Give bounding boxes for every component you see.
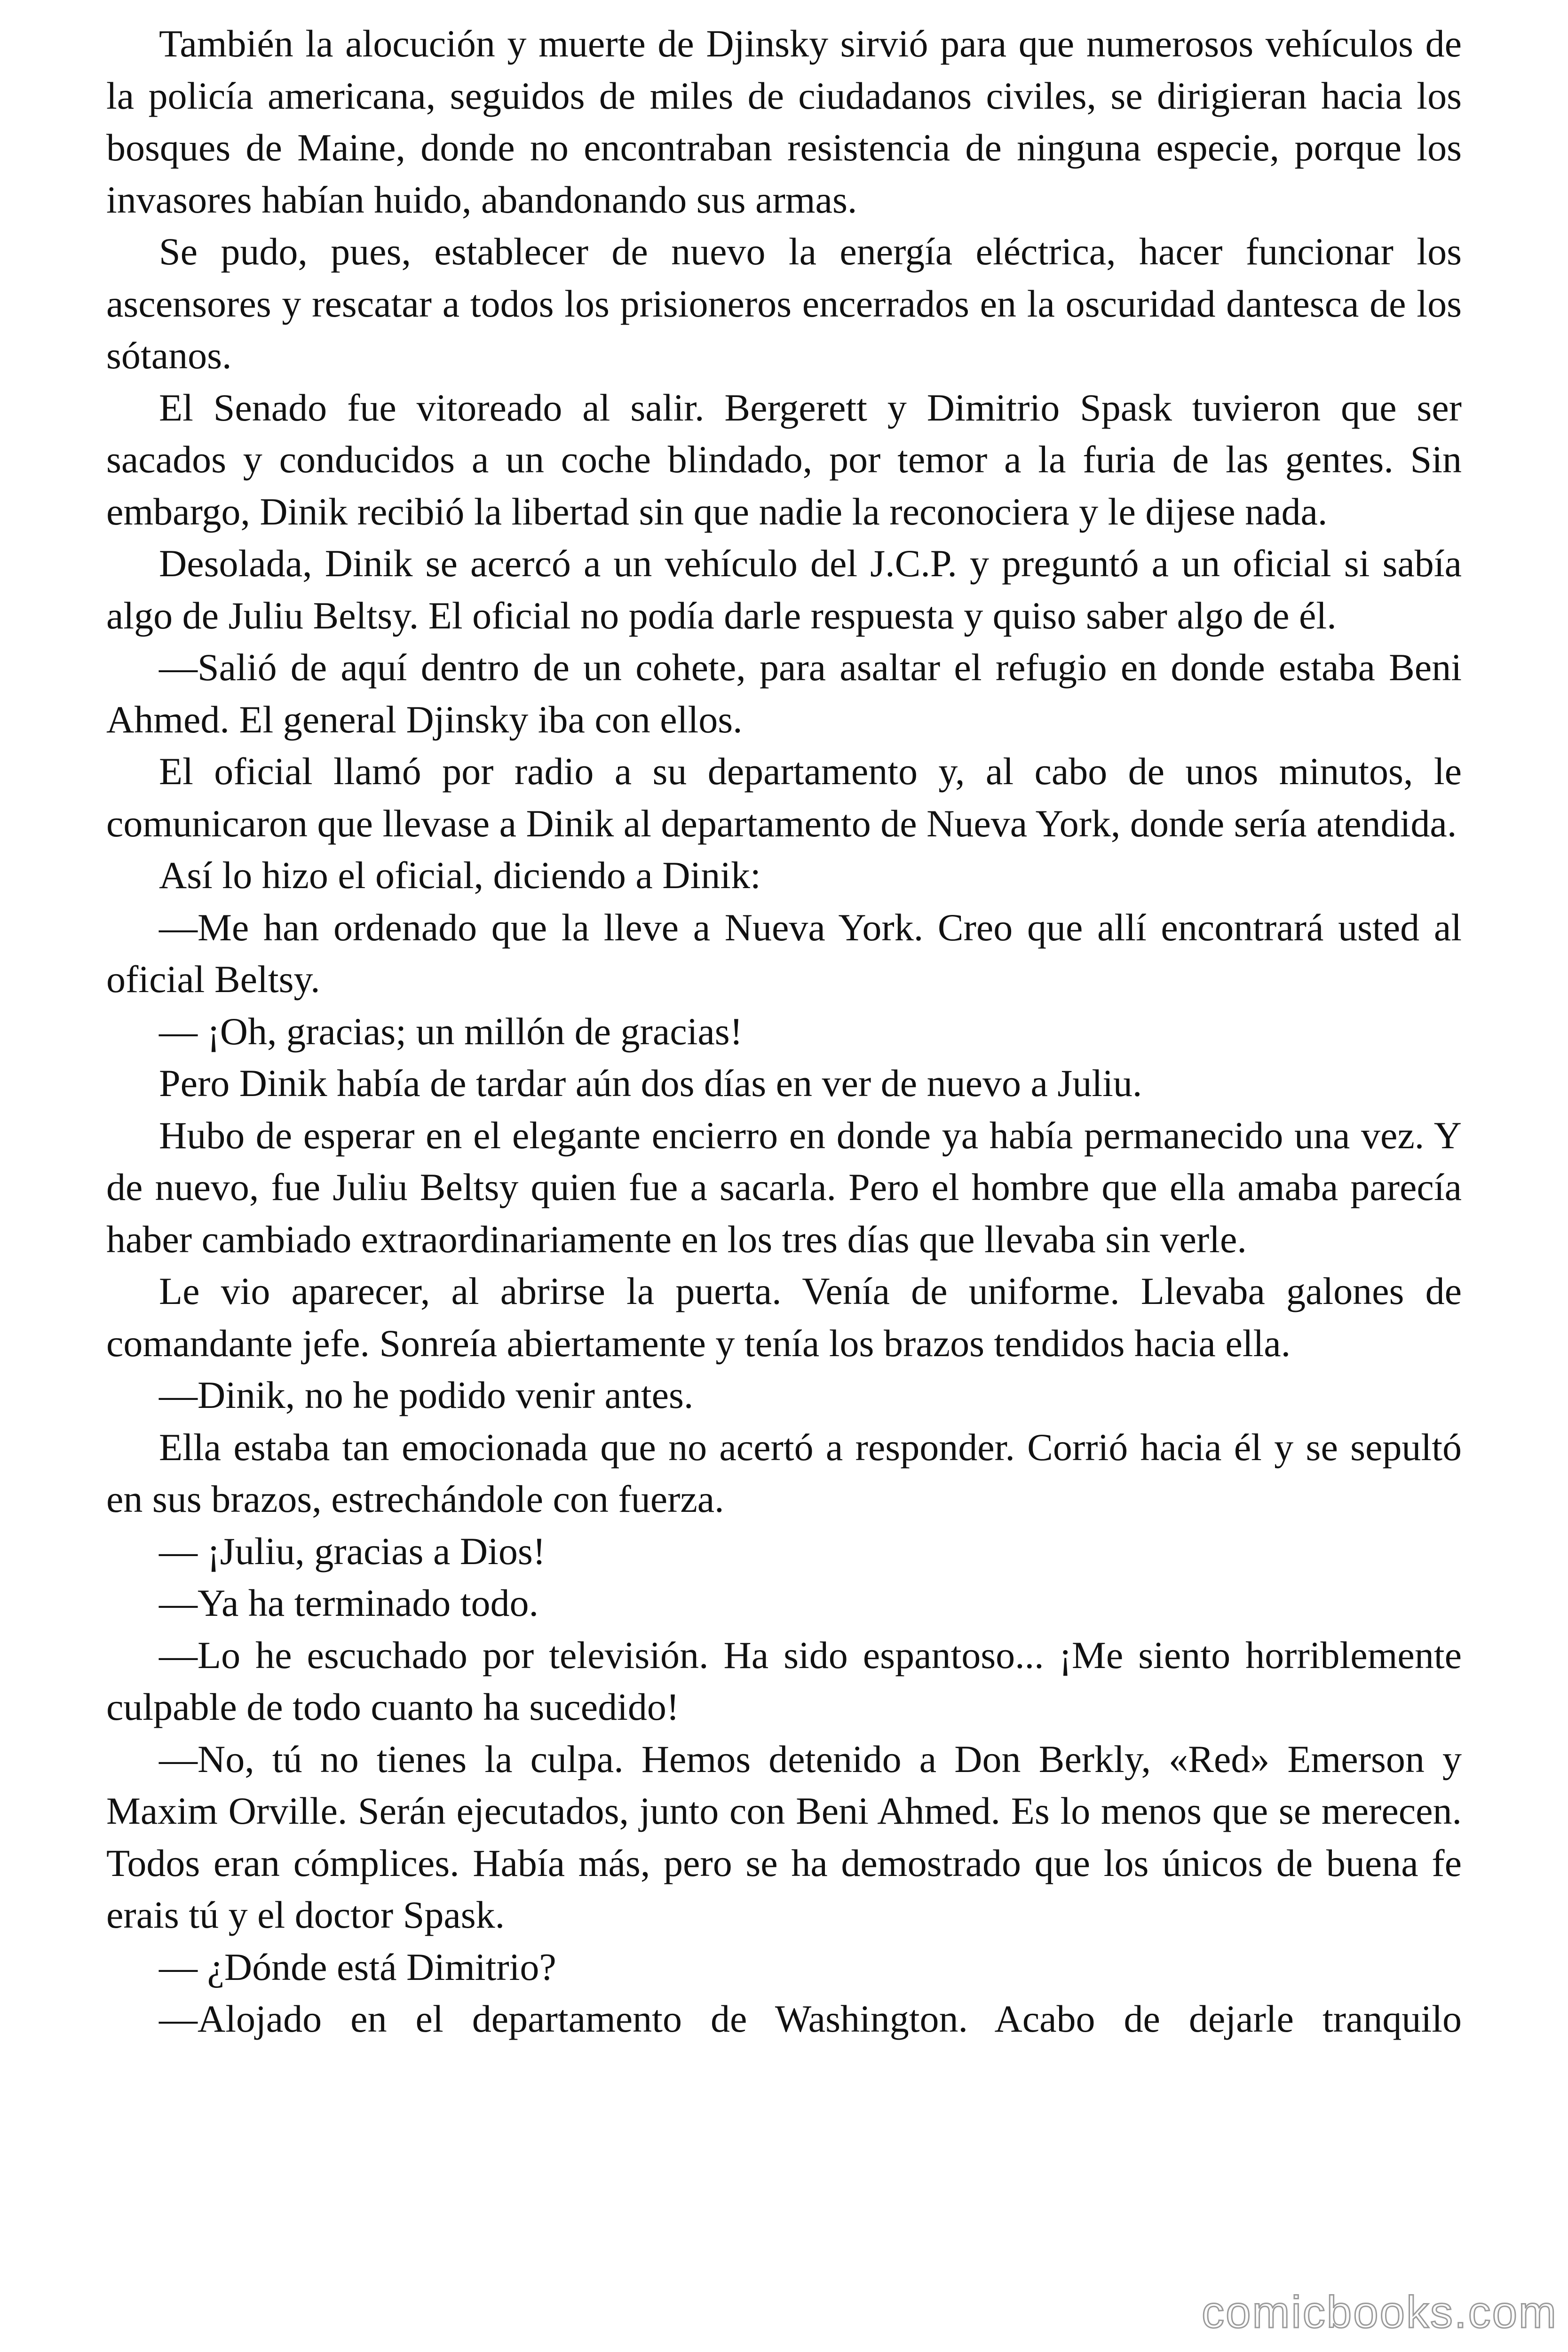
paragraph: — ¿Dónde está Dimitrio? <box>159 1945 556 1988</box>
paragraph: Le vio aparecer, al abrirse la puerta. Venía de uniforme. Llevaba galones de comandante jefe. Sonreía abiertamente y tenía los brazos tendidos hacia ella. <box>106 1270 1462 1365</box>
paragraph: Hubo de esperar en el elegante encierro en donde ya había permanecido una vez. Y de nuevo, fue Juliu Beltsy quien fue a sacarla. Pero el hombre que ella amaba parecía haber cambiado extraordinariamente en los tres días que llevaba sin verle. <box>106 1113 1462 1261</box>
paragraph: —Me han ordenado que la lleve a Nueva York. Creo que allí encontrará usted al oficial Beltsy. <box>106 906 1462 1001</box>
paragraph: —Dinik, no he podido venir antes. <box>159 1374 694 1416</box>
paragraph: —Salió de aquí dentro de un cohete, para asaltar el refugio en donde estaba Beni Ahmed. El general Djinsky iba con ellos. <box>106 646 1462 741</box>
paragraph: El Senado fue vitoreado al salir. Bergerett y Dimitrio Spask tuvieron que ser sacados y conducidos a un coche blindado, por temor a la furia de las gentes. Sin embargo, Dinik recibió la libertad sin que nadie la reconociera y le dijese nada. <box>106 386 1462 533</box>
paragraph: Pero Dinik había de tardar aún dos días en ver de nuevo a Juliu. <box>159 1062 1142 1104</box>
watermark-logo: comicbooks.com <box>1202 2287 1558 2337</box>
paragraph: — ¡Oh, gracias; un millón de gracias! <box>159 1009 743 1053</box>
paragraph: Así lo hizo el oficial, diciendo a Dinik: <box>159 854 761 897</box>
paragraph: Desolada, Dinik se acercó a un vehículo del J.C.P. y preguntó a un oficial si sabía algo de Juliu Beltsy. El oficial no podía darle respuesta y quiso saber algo de él. <box>106 542 1462 637</box>
paragraph: —Lo he escuchado por televisión. Ha sido espantoso... ¡Me siento horriblemente culpable de todo cuanto ha sucedido! <box>106 1633 1462 1728</box>
paragraph: — ¡Juliu, gracias a Dios! <box>159 1529 546 1573</box>
paragraph: Se pudo, pues, establecer de nuevo la energía eléctrica, hacer funcionar los ascensores y rescatar a todos los prisioneros encerrados en la oscuridad dantesca de los sótanos. <box>106 230 1462 377</box>
paragraph: —Alojado en el departamento de Washington. Acabo de dejarle tranquilo <box>159 1997 1462 2040</box>
paragraph: —No, tú no tienes la culpa. Hemos detenido a Don Berkly, «Red» Emerson y Maxim Orville. Serán ejecutados, junto con Beni Ahmed. Es lo menos que se merecen. Todos eran cómplices. Había más, pero se ha demostrado que los únicos de buena fe erais tú y el doctor Spask. <box>106 1737 1462 1936</box>
paragraph: El oficial llamó por radio a su departamento y, al cabo de unos minutos, le comunicaron que llevase a Dinik al departamento de Nueva York, donde sería atendida. <box>106 750 1462 845</box>
page-text <box>106 18 1462 2045</box>
paragraph: —Ya ha terminado todo. <box>159 1581 539 1624</box>
paragraph: También la alocución y muerte de Djinsky sirvió para que numerosos vehículos de la policía americana, seguidos de miles de ciudadanos civiles, se dirigieran hacia los bosques de Maine, donde no encontraban resistencia de ninguna especie, porque los invasores habían huido, abandonando sus armas. <box>106 22 1462 221</box>
paragraph: Ella estaba tan emocionada que no acertó a responder. Corrió hacia él y se sepultó en sus brazos, estrechándole con fuerza. <box>106 1425 1462 1520</box>
